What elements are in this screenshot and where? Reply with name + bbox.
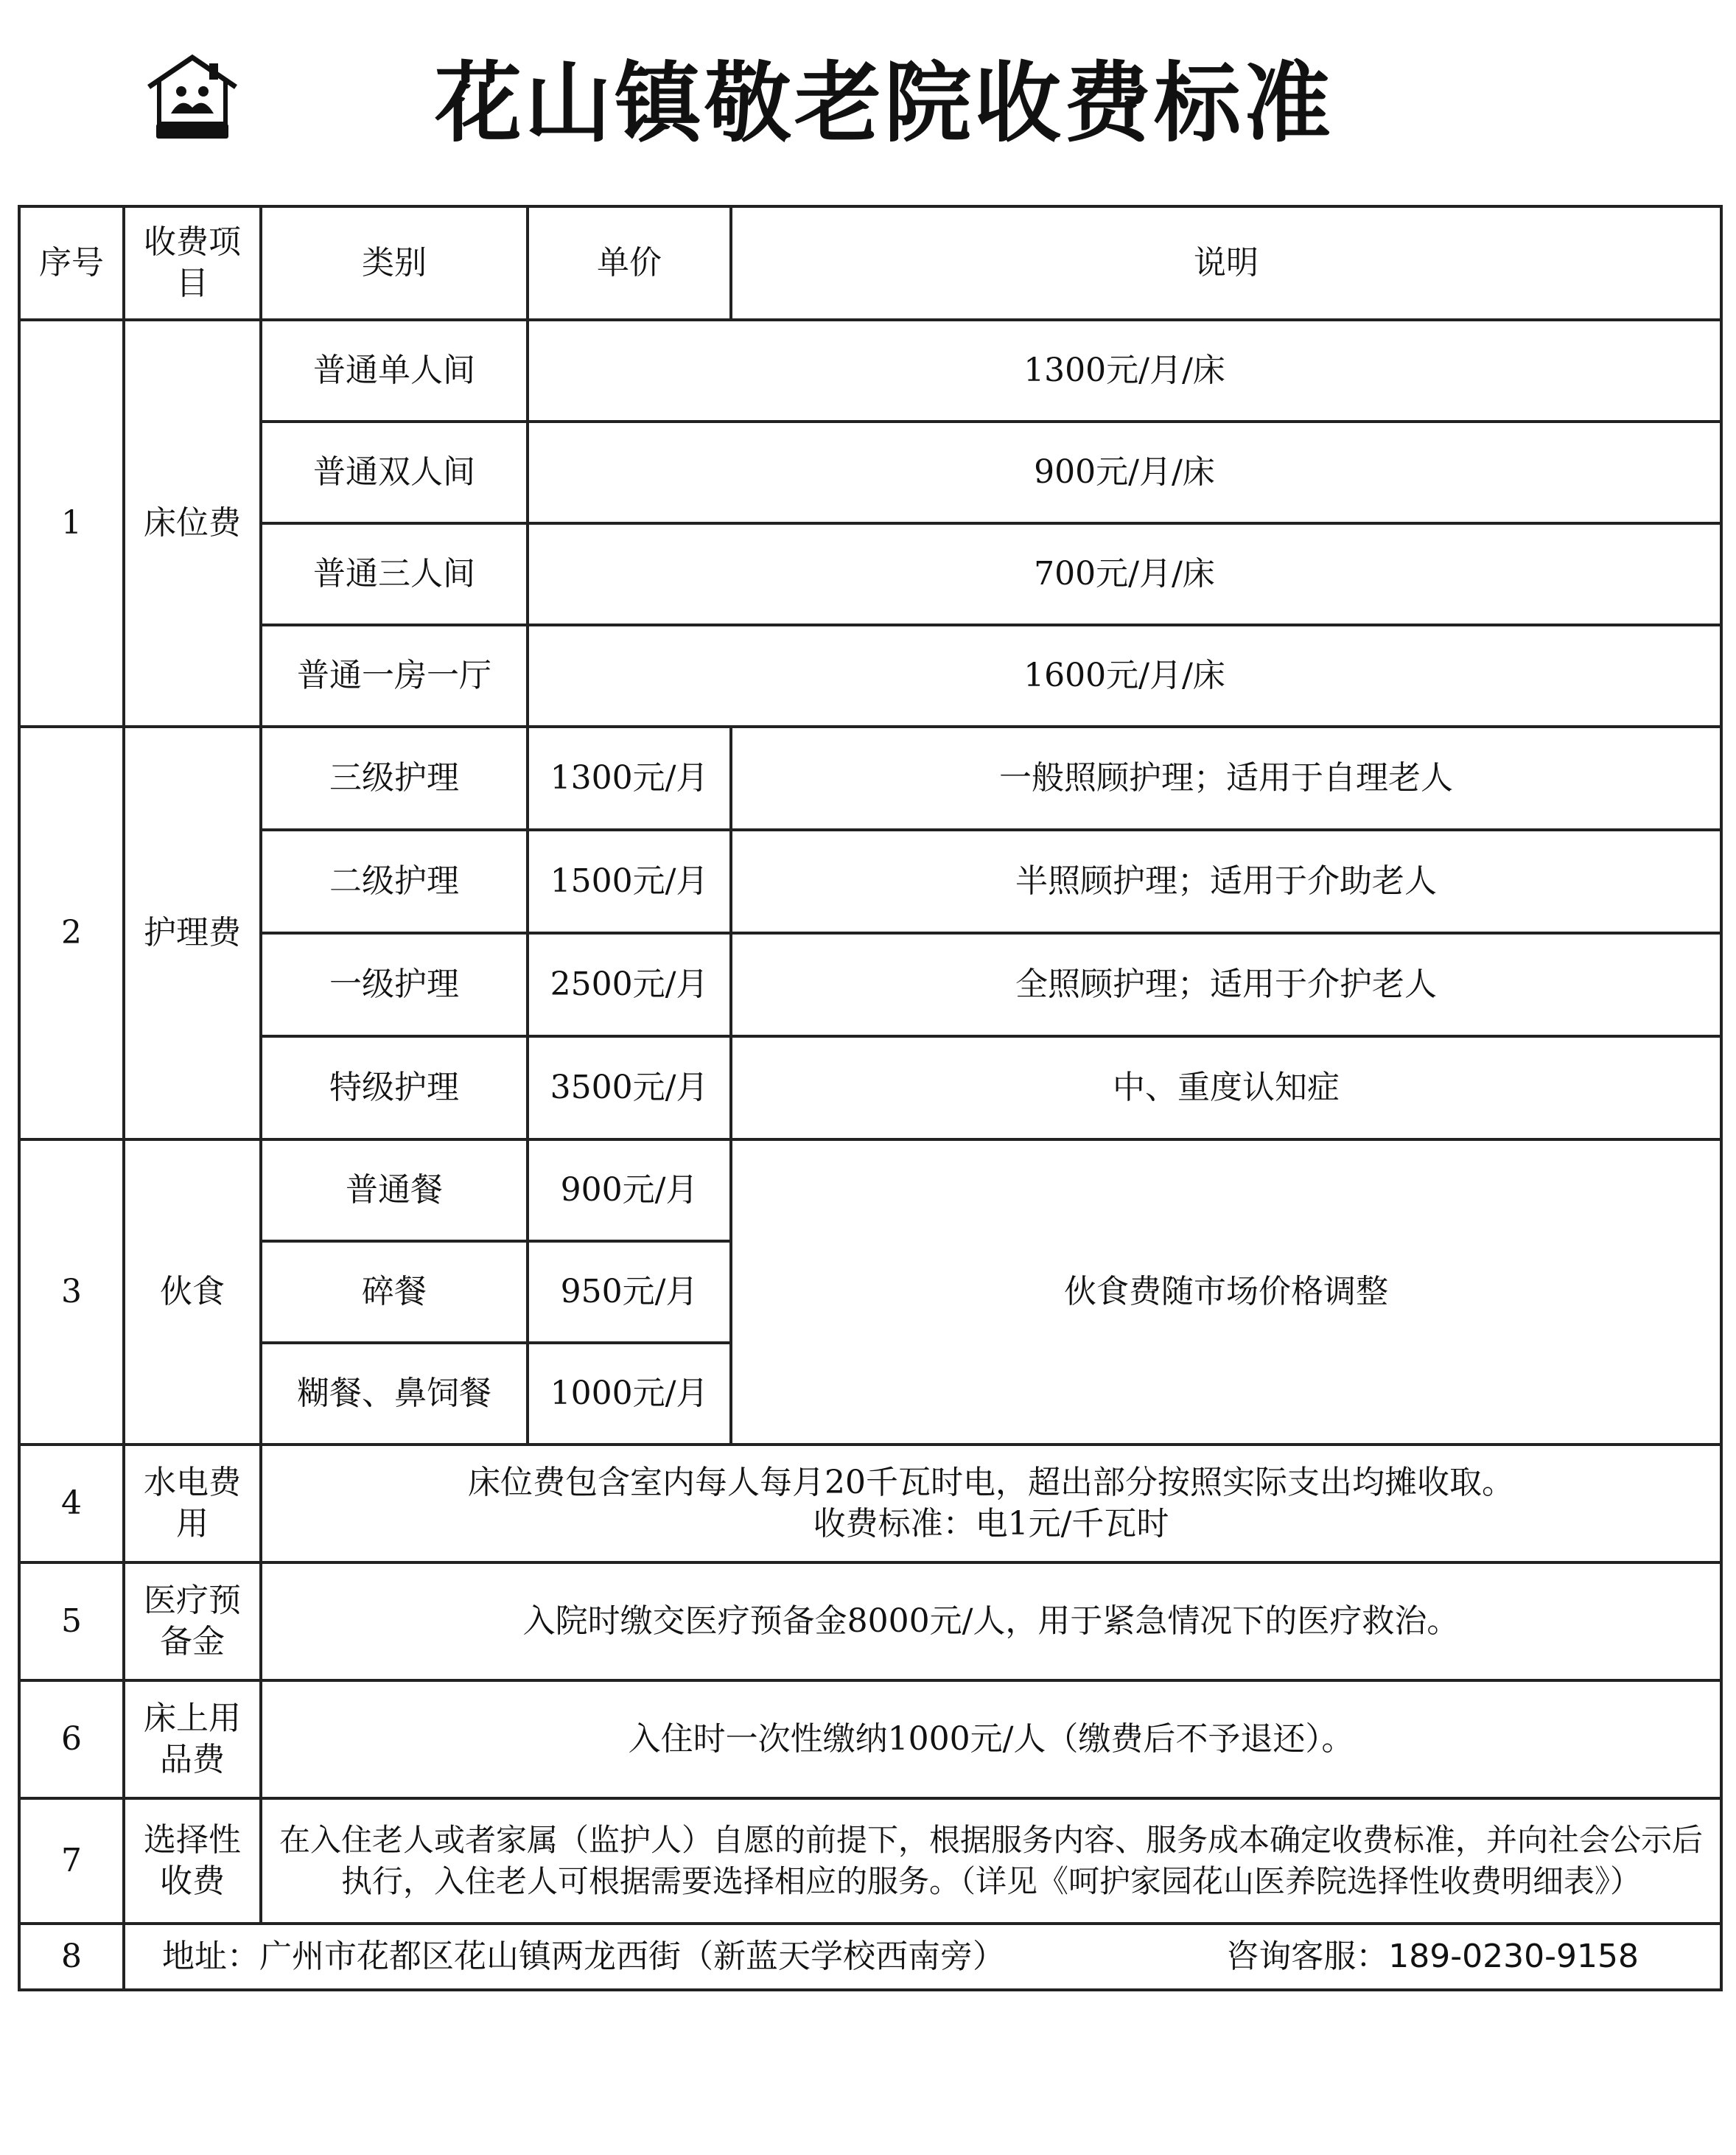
row-price: 900元/月/床 bbox=[528, 422, 1721, 523]
row-item: 选择性收费 bbox=[124, 1798, 261, 1924]
table-row bbox=[19, 422, 1721, 523]
utilities-line-2: 收费标准：电1元/千瓦时 bbox=[813, 1505, 1169, 1543]
row-note: 伙食费随市场价格调整 bbox=[731, 1139, 1721, 1445]
hotline-text: 咨询客服：189-0230-9158 bbox=[1226, 1938, 1639, 1975]
row-price: 1000元/月 bbox=[528, 1343, 731, 1445]
row-category: 二级护理 bbox=[261, 830, 528, 933]
row-category: 特级护理 bbox=[261, 1036, 528, 1139]
row-category: 普通三人间 bbox=[261, 523, 528, 625]
row-no: 5 bbox=[19, 1562, 124, 1680]
table-row bbox=[19, 1924, 1721, 1990]
utilities-line-1: 床位费包含室内每人每月20千瓦时电，超出部分按照实际支出均摊收取。 bbox=[468, 1464, 1514, 1501]
row-no: 3 bbox=[19, 1139, 124, 1445]
fee-table bbox=[18, 205, 1723, 1991]
table-row bbox=[19, 933, 1721, 1036]
logo bbox=[144, 53, 240, 142]
header-category: 类别 bbox=[261, 206, 528, 320]
row-price: 700元/月/床 bbox=[528, 523, 1721, 625]
row-category: 糊餐、鼻饲餐 bbox=[261, 1343, 528, 1445]
row-item: 医疗预备金 bbox=[124, 1562, 261, 1680]
table-row bbox=[19, 727, 1721, 830]
header-price: 单价 bbox=[528, 206, 731, 320]
row-price: 900元/月 bbox=[528, 1139, 731, 1241]
row-desc: 在入住老人或者家属（监护人）自愿的前提下，根据服务内容、服务成本确定收费标准，并向社会公示后执行，入住老人可根据需要选择相应的服务。（详见《呵护家园花山医养院选择性收费明细表》） bbox=[261, 1798, 1721, 1924]
row-no: 7 bbox=[19, 1798, 124, 1924]
table-row bbox=[19, 1445, 1721, 1562]
row-category: 普通餐 bbox=[261, 1139, 528, 1241]
row-item: 护理费 bbox=[124, 727, 261, 1139]
address-text: 地址：广州市花都区花山镇两龙西街（新蓝天学校西南旁） bbox=[162, 1938, 1005, 1975]
header-item: 收费项目 bbox=[124, 206, 261, 320]
row-desc bbox=[261, 1445, 1721, 1562]
contact-footer bbox=[124, 1924, 1721, 1990]
row-no: 2 bbox=[19, 727, 124, 1139]
row-no: 6 bbox=[19, 1680, 124, 1798]
table-row bbox=[19, 1036, 1721, 1139]
row-no: 1 bbox=[19, 320, 124, 727]
table-row bbox=[19, 1562, 1721, 1680]
row-desc: 入院时缴交医疗预备金8000元/人，用于紧急情况下的医疗救治。 bbox=[261, 1562, 1721, 1680]
row-item: 水电费用 bbox=[124, 1445, 261, 1562]
table-row bbox=[19, 523, 1721, 625]
row-note: 一般照顾护理；适用于自理老人 bbox=[731, 727, 1721, 830]
table-row bbox=[19, 1680, 1721, 1798]
row-category: 碎餐 bbox=[261, 1241, 528, 1343]
table-row bbox=[19, 320, 1721, 422]
row-price: 2500元/月 bbox=[528, 933, 731, 1036]
row-category: 三级护理 bbox=[261, 727, 528, 830]
row-price: 1300元/月 bbox=[528, 727, 731, 830]
row-desc: 入住时一次性缴纳1000元/人（缴费后不予退还）。 bbox=[261, 1680, 1721, 1798]
row-price: 1300元/月/床 bbox=[528, 320, 1721, 422]
row-category: 普通单人间 bbox=[261, 320, 528, 422]
row-no: 4 bbox=[19, 1445, 124, 1562]
row-item: 床上用品费 bbox=[124, 1680, 261, 1798]
page-title: 花山镇敬老院收费标准 bbox=[435, 52, 1334, 154]
table-row bbox=[19, 625, 1721, 727]
row-category: 一级护理 bbox=[261, 933, 528, 1036]
row-item: 床位费 bbox=[124, 320, 261, 727]
row-item: 伙食 bbox=[124, 1139, 261, 1445]
header-note: 说明 bbox=[731, 206, 1721, 320]
row-note: 半照顾护理；适用于介助老人 bbox=[731, 830, 1721, 933]
row-price: 950元/月 bbox=[528, 1241, 731, 1343]
row-category: 普通一房一厅 bbox=[261, 625, 528, 727]
header-no: 序号 bbox=[19, 206, 124, 320]
row-note: 全照顾护理；适用于介护老人 bbox=[731, 933, 1721, 1036]
house-with-people-icon bbox=[144, 53, 240, 142]
table-row bbox=[19, 1798, 1721, 1924]
table-row bbox=[19, 1139, 1721, 1241]
row-no: 8 bbox=[19, 1924, 124, 1990]
row-category: 普通双人间 bbox=[261, 422, 528, 523]
table-row bbox=[19, 830, 1721, 933]
row-price: 1600元/月/床 bbox=[528, 625, 1721, 727]
row-price: 3500元/月 bbox=[528, 1036, 731, 1139]
row-note: 中、重度认知症 bbox=[731, 1036, 1721, 1139]
header-row bbox=[19, 206, 1721, 320]
row-price: 1500元/月 bbox=[528, 830, 731, 933]
